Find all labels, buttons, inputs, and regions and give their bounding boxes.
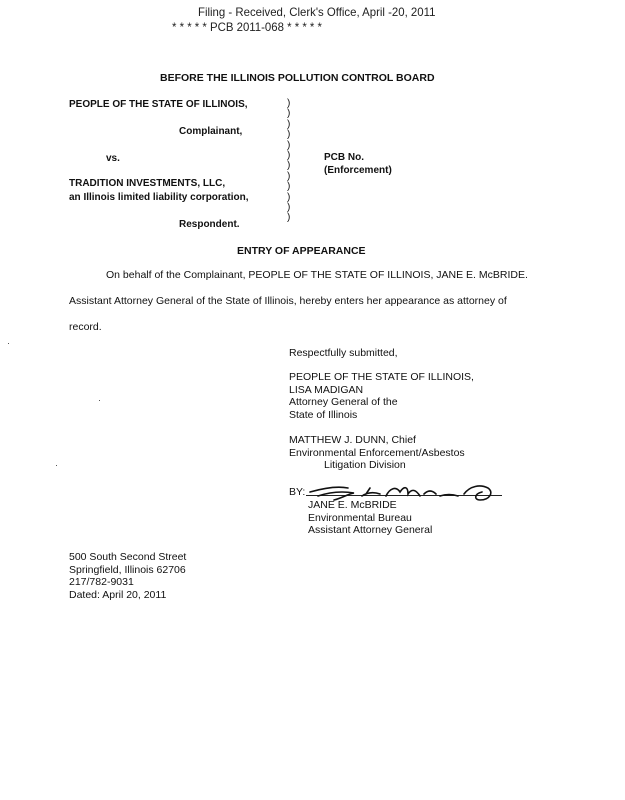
address-phone: 217/782-9031: [69, 576, 134, 589]
document-title: ENTRY OF APPEARANCE: [237, 245, 366, 257]
chief-name: MATTHEW J. DUNN, Chief: [289, 434, 416, 446]
caption-plaintiff-role: Complainant,: [179, 126, 243, 137]
caption-plaintiff: PEOPLE OF THE STATE OF ILLINOIS,: [69, 99, 248, 110]
case-number: PCB No.: [324, 152, 364, 163]
address-street: 500 South Second Street: [69, 551, 187, 563]
body-line2: Assistant Attorney General of the State of Illinois, hereby enters her appearance as attorney of: [69, 295, 507, 307]
signatory-block: [289, 371, 474, 421]
signer-role: Assistant Attorney General: [308, 524, 433, 537]
board-heading: BEFORE THE ILLINOIS POLLUTION CONTROL BOARD: [160, 72, 435, 84]
signer-name: JANE E. McBRIDE: [308, 499, 397, 511]
filing-stamp-line1: Filing - Received, Clerk's Office, April -20, 2011: [198, 5, 436, 19]
address-dated: Dated: April 20, 2011: [69, 588, 167, 601]
caption-versus: vs.: [106, 153, 120, 164]
closing: Respectfully submitted,: [289, 347, 398, 359]
body-line3: record.: [69, 321, 102, 333]
scan-speck: [8, 343, 9, 344]
signatory-party: PEOPLE OF THE STATE OF ILLINOIS,: [289, 371, 474, 383]
chief-division1: Environmental Enforcement/Asbestos: [289, 446, 465, 459]
signatory-name: LISA MADIGAN: [289, 383, 364, 396]
caption-defendant-role: Respondent.: [179, 219, 240, 230]
paren: ): [287, 98, 291, 109]
address-city: Springfield, Illinois 62706: [69, 563, 186, 576]
signatory-title2: State of Illinois: [289, 408, 358, 421]
address-block: [69, 551, 186, 601]
case-type: (Enforcement): [324, 165, 392, 176]
paren: ): [287, 118, 291, 130]
signer-bureau: Environmental Bureau: [308, 511, 412, 524]
paren: ): [287, 160, 291, 172]
signatory-title1: Attorney General of the: [289, 396, 398, 409]
filing-stamp-line2: * * * * * PCB 2011-068 * * * * *: [172, 20, 322, 34]
chief-block: [289, 434, 465, 472]
body-line1: On behalf of the Complainant, PEOPLE OF THE STATE OF ILLINOIS, JANE E. McBRIDE.: [106, 269, 528, 281]
chief-division2: Litigation Division: [324, 459, 406, 472]
scan-speck: [56, 465, 57, 466]
paren: ): [287, 108, 291, 120]
paren: ): [287, 212, 291, 224]
paren: ): [287, 139, 291, 151]
caption-defendant-line2: an Illinois limited liability corporation,: [69, 192, 249, 203]
by-label: BY:: [289, 486, 306, 498]
caption-defendant-line1: TRADITION INVESTMENTS, LLC,: [69, 178, 226, 189]
paren: ): [287, 170, 291, 182]
paren: ): [287, 129, 291, 141]
signer-block: [308, 499, 432, 537]
caption-paren-column: [287, 99, 290, 224]
scan-speck: [99, 400, 100, 401]
paren: ): [287, 191, 291, 203]
paren: ): [287, 202, 291, 214]
paren: ): [287, 181, 291, 193]
paren: ): [287, 150, 291, 162]
